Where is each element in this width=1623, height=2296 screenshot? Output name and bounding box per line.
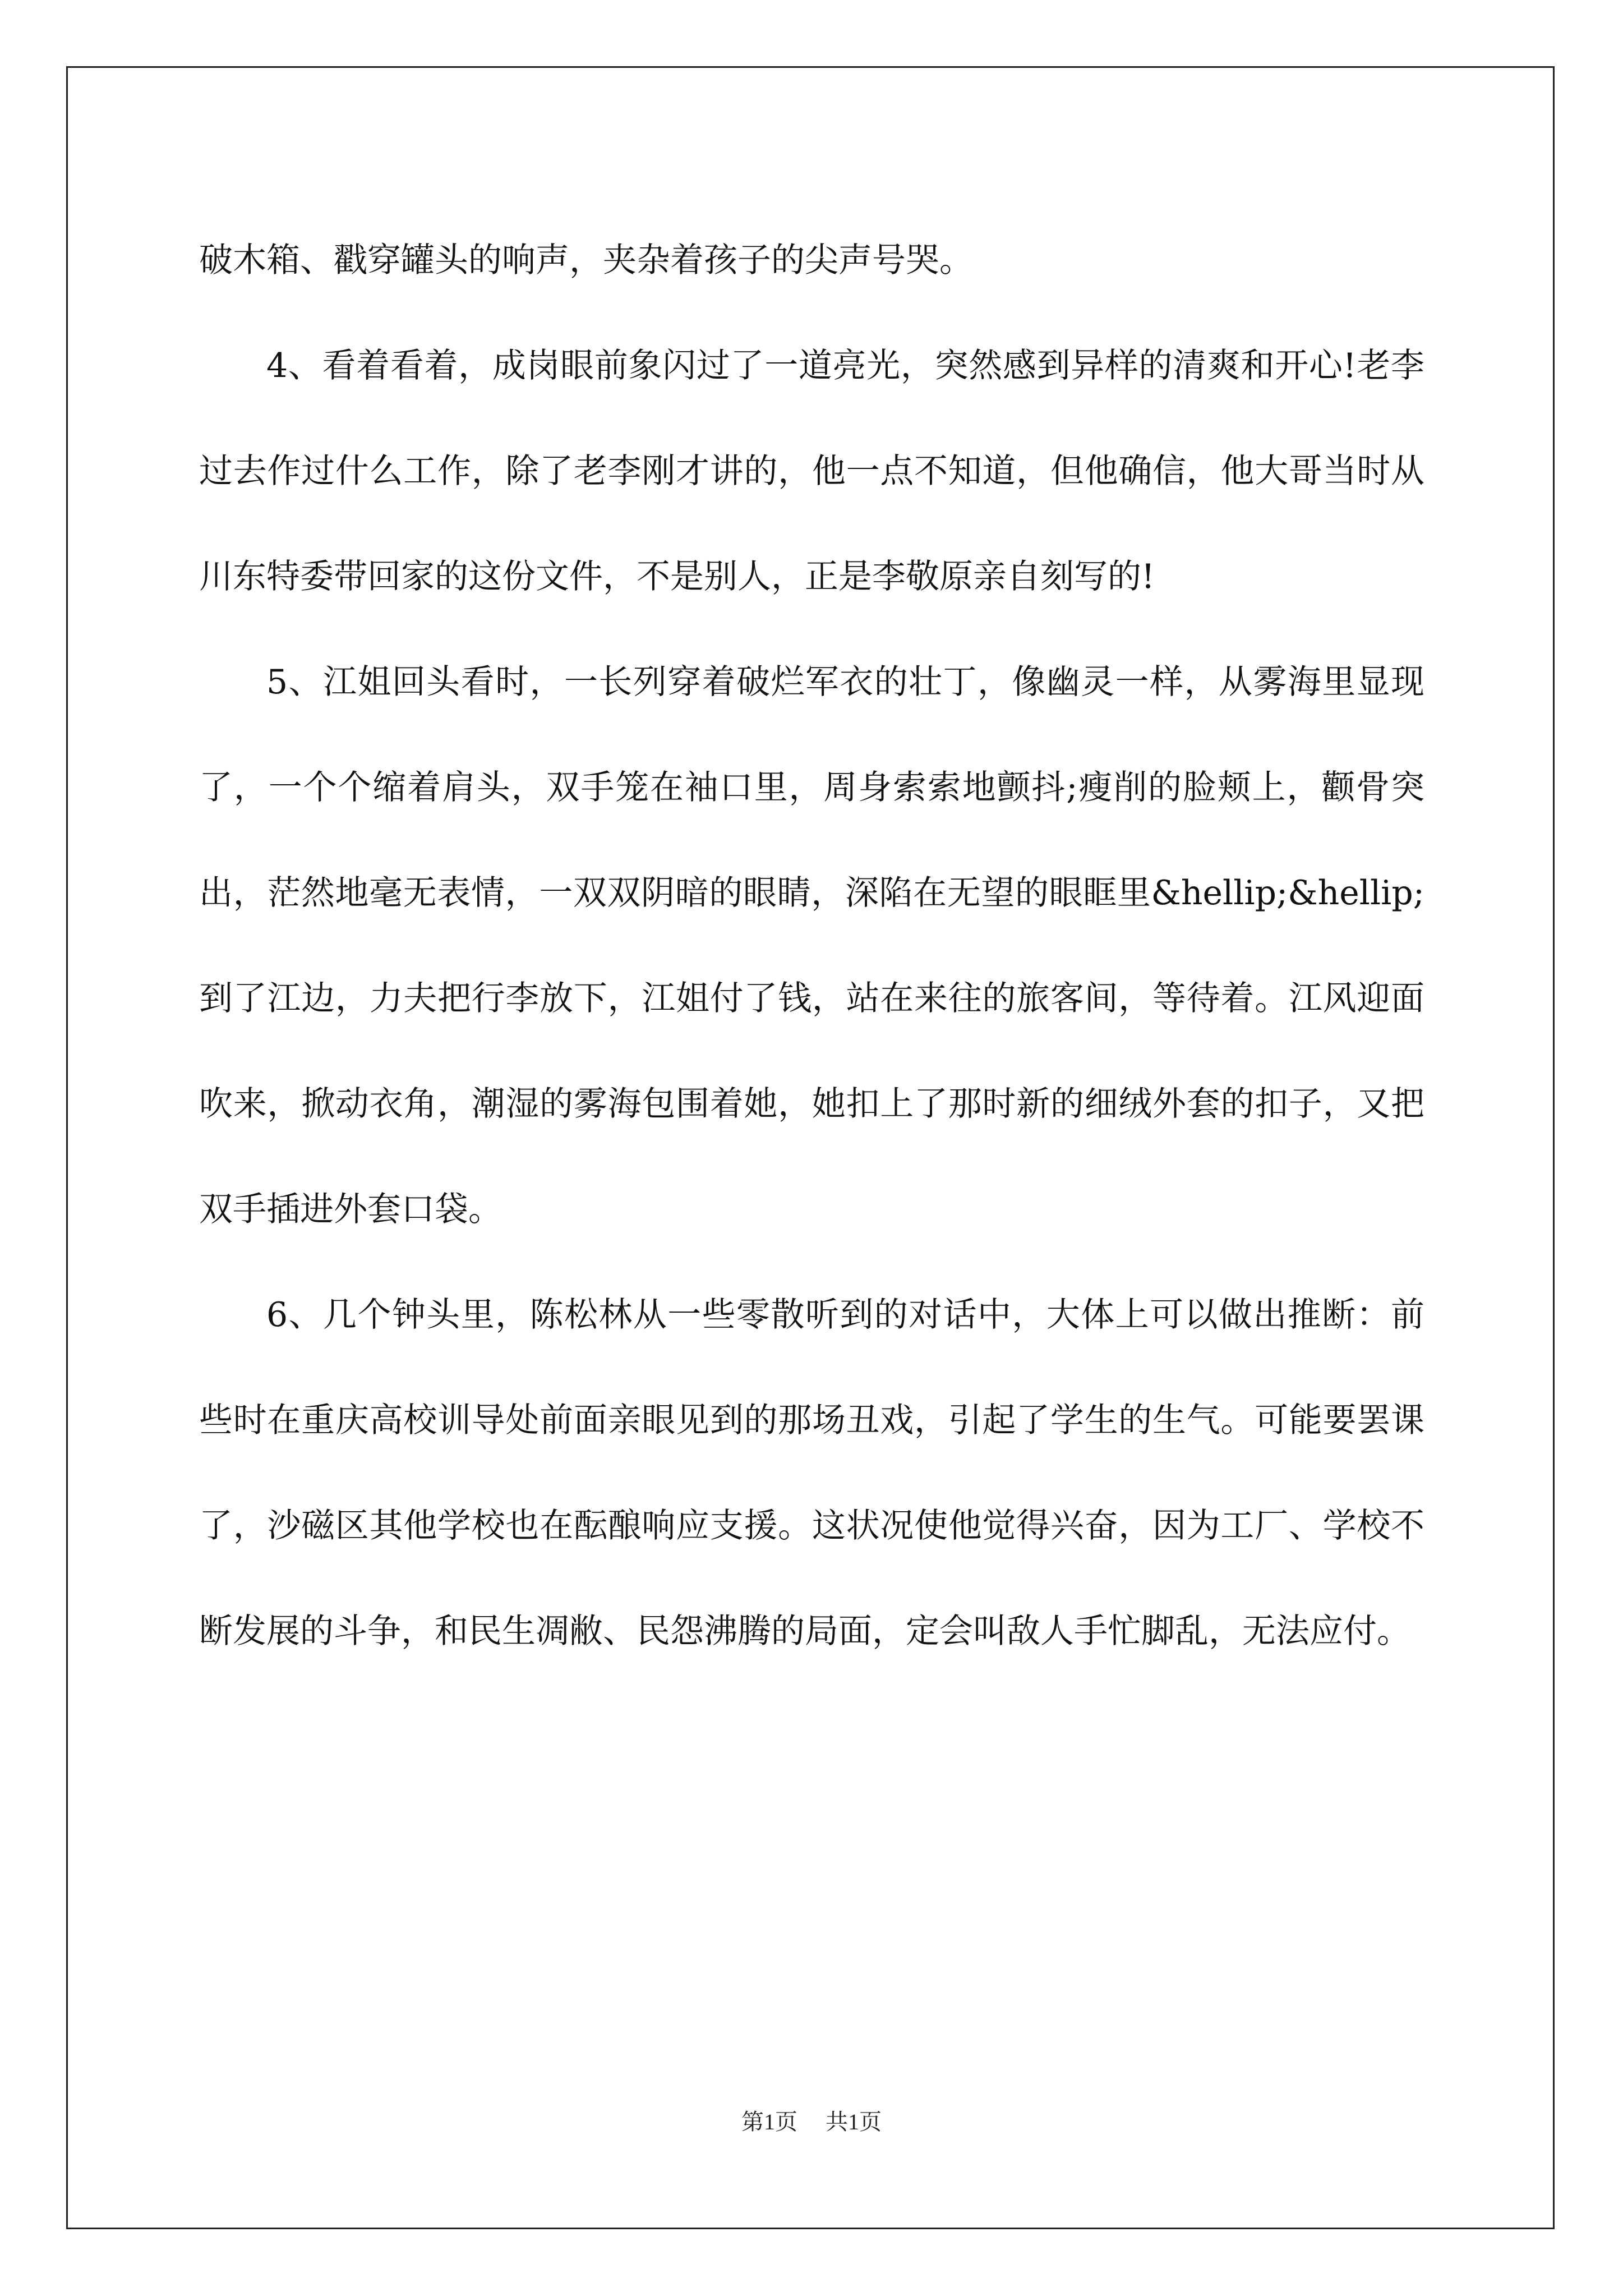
page-footer xyxy=(0,2108,1623,2136)
page-number: 第1页 xyxy=(741,2109,797,2134)
page-total: 共1页 xyxy=(826,2109,882,2134)
paragraph-1: 破木箱、戳穿罐头的响声，夹杂着孩子的尖声号哭。 xyxy=(199,241,973,280)
paragraph-2: 4、看着看着，成岗眼前象闪过了一道亮光，突然感到异样的清爽和开心!老李过去作过什么工作，除了老李刚才讲的，他一点不知道，但他确信，他大哥当时从川东特委带回家的这份文件，不是别人，正是李敬原亲自刻写的! xyxy=(199,346,1424,596)
document-body xyxy=(199,208,1424,1684)
paragraph-4: 6、几个钟头里，陈松林从一些零散听到的对话中，大体上可以做出推断：前些时在重庆高校训导处前面亲眼见到的那场丑戏，引起了学生的生气。可能要罢课了，沙磁区其他学校也在酝酿响应支援。这状况使他觉得兴奋，因为工厂、学校不断发展的斗争，和民生凋敝、民怨沸腾的局面，定会叫敌人手忙脚乱，无法应付。 xyxy=(199,1295,1424,1651)
paragraph-3: 5、江姐回头看时，一长列穿着破烂军衣的壮丁，像幽灵一样，从雾海里显现了，一个个缩着肩头，双手笼在袖口里，周身索索地颤抖;瘦削的脸颊上，颧骨突出，茫然地毫无表情，一双双阴暗的眼睛，深陷在无望的眼眶里&hellip;&hellip;到了江边，力夫把行李放下，江姐付了钱，站在来往的旅客间，等待着。江风迎面吹来，掀动衣角，潮湿的雾海包围着她，她扣上了那时新的细绒外套的扣子，又把双手插进外套口袋。 xyxy=(199,662,1424,1229)
